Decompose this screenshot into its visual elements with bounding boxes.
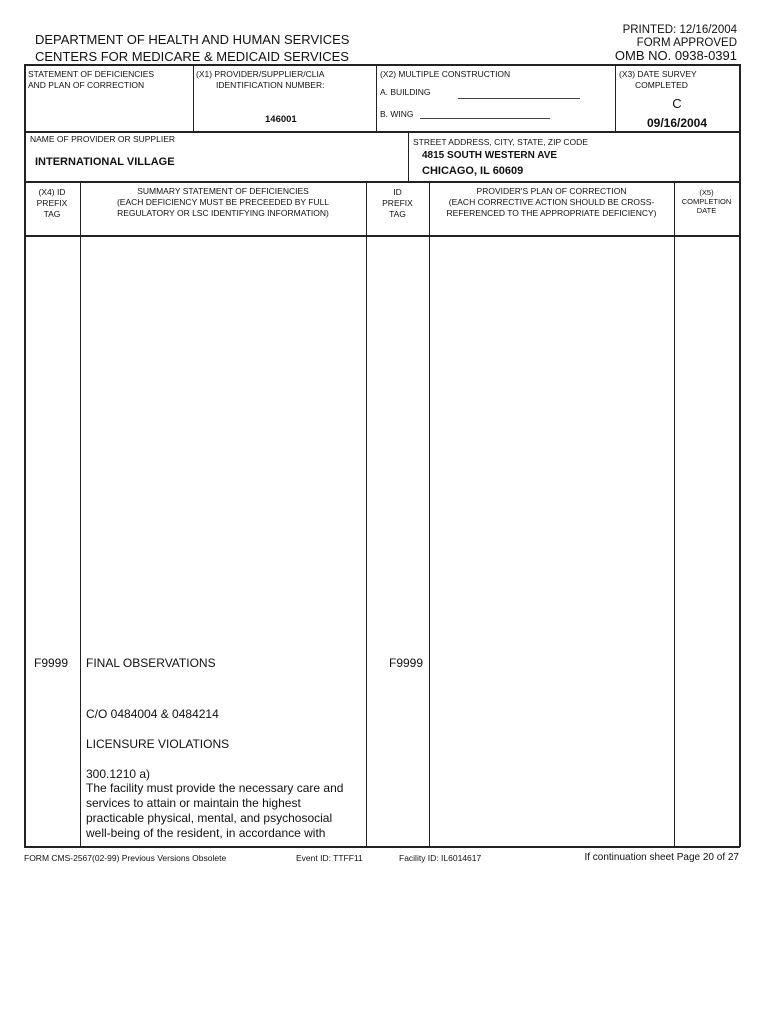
department-title: DEPARTMENT OF HEALTH AND HUMAN SERVICES <box>35 32 350 47</box>
body-line: well-being of the resident, in accordance with <box>86 826 326 840</box>
x5-header-3: DATE <box>696 206 717 215</box>
body-line: The facility must provide the necessary care and <box>86 781 344 795</box>
plan-header-2: (EACH CORRECTIVE ACTION SHOULD BE CROSS- <box>448 197 655 207</box>
event-id: Event ID: TTFF11 <box>296 853 363 863</box>
summary-header-1: SUMMARY STATEMENT OF DEFICIENCIES <box>137 186 309 196</box>
x1-label-2: IDENTIFICATION NUMBER: <box>216 80 325 90</box>
x4-header-1: (X4) ID <box>38 187 66 197</box>
prefix-tag-left: F9999 <box>34 656 69 670</box>
x3-label-2: COMPLETED <box>635 80 688 90</box>
omb-number: OMB NO. 0938-0391 <box>614 48 737 63</box>
x5-header-2: COMPLETION <box>681 197 732 206</box>
x5-header-1: (X5) <box>699 188 714 197</box>
wing-blank-line <box>420 118 550 119</box>
complaint-numbers: C/O 0484004 & 0484214 <box>86 707 219 721</box>
deficiency-title: FINAL OBSERVATIONS <box>86 656 216 670</box>
licensure-heading: LICENSURE VIOLATIONS <box>86 737 230 751</box>
form-number: FORM CMS-2567(02-99) Previous Versions Obsolete <box>24 853 227 863</box>
x3-label-1: (X3) DATE SURVEY <box>619 69 697 79</box>
provider-name: INTERNATIONAL VILLAGE <box>35 156 175 168</box>
facility-id: Facility ID: IL6014617 <box>399 853 482 863</box>
statement-label-2: AND PLAN OF CORRECTION <box>28 80 145 90</box>
x1-label-1: (X1) PROVIDER/SUPPLIER/CLIA <box>196 69 325 79</box>
building-label: A. BUILDING <box>380 87 431 97</box>
body-line: practicable physical, mental, and psychosocial <box>86 811 333 825</box>
wing-label: B. WING <box>380 109 414 119</box>
plan-header-3: REFERENCED TO THE APPROPRIATE DEFICIENCY) <box>446 208 657 218</box>
id-header-2: PREFIX <box>382 198 413 208</box>
printed-date: PRINTED: 12/16/2004 <box>622 24 737 36</box>
body-line: services to attain or maintain the highest <box>86 796 301 810</box>
city-state-zip: CHICAGO, IL 60609 <box>422 165 524 177</box>
summary-header-2: (EACH DEFICIENCY MUST BE PRECEEDED BY FULL <box>116 197 330 207</box>
plan-header-1: PROVIDER'S PLAN OF CORRECTION <box>476 186 627 196</box>
page-indicator: If continuation sheet Page 20 of 27 <box>584 852 739 863</box>
survey-completed-date: 09/16/2004 <box>646 116 708 130</box>
provider-name-label: NAME OF PROVIDER OR SUPPLIER <box>30 134 175 144</box>
x4-header-3: TAG <box>43 209 61 219</box>
prefix-tag-right: F9999 <box>389 656 424 670</box>
rule-citation: 300.1210 a) <box>86 767 151 781</box>
id-header-1: ID <box>393 187 402 197</box>
id-header-3: TAG <box>389 209 406 219</box>
form-approved-label: FORM APPROVED <box>636 37 737 49</box>
x2-label: (X2) MULTIPLE CONSTRUCTION <box>380 69 511 79</box>
provider-id-number: 146001 <box>265 114 297 125</box>
agency-title: CENTERS FOR MEDICARE & MEDICAID SERVICES <box>35 49 349 64</box>
survey-code: C <box>672 96 682 111</box>
statement-label-1: STATEMENT OF DEFICIENCIES <box>28 69 155 79</box>
address-label: STREET ADDRESS, CITY, STATE, ZIP CODE <box>413 137 588 147</box>
building-blank-line <box>458 98 580 99</box>
x4-header-2: PREFIX <box>36 198 68 208</box>
summary-header-3: REGULATORY OR LSC IDENTIFYING INFORMATION) <box>117 208 329 218</box>
street-address: 4815 SOUTH WESTERN AVE <box>422 150 558 161</box>
